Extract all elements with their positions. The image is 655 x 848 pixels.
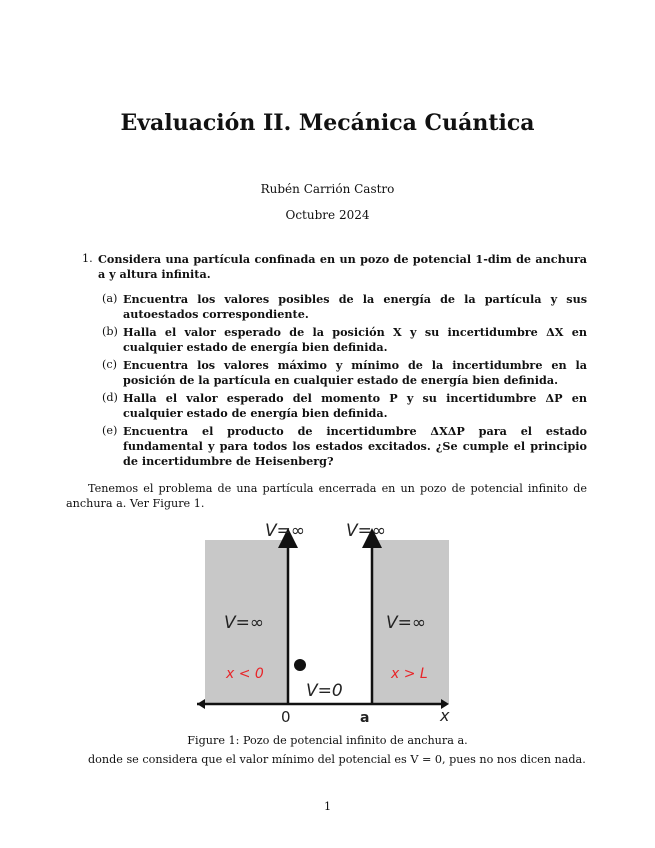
x-greater-l-label: x > L [391, 666, 428, 682]
date: Octubre 2024 [285, 208, 370, 222]
problem-part-b [102, 325, 587, 355]
part-text: Encuentra el producto de incertidumbre ΔXΔP para el estado fundamental y para todos los estados excitados. ¿Se cumple el principio de incertidumbre de Heisenberg? [123, 424, 587, 468]
x-axis-left-arrow-icon [197, 699, 205, 709]
part-text: Encuentra los valores máximo y mínimo de la incertidumbre en la posición de la partícula en cualquier estado de energía bien definida. [123, 358, 587, 387]
v-inf-top-right-label: V=∞ [346, 521, 387, 541]
problem-part-a [102, 292, 587, 322]
part-label: (d) [102, 391, 118, 404]
part-text: Halla el valor esperado del momento P y su incertidumbre ΔP en cualquier estado de energía bien definida. [123, 391, 587, 420]
v-inf-top-left-label: V=∞ [265, 521, 306, 541]
origin-label: 0 [281, 708, 291, 726]
part-label: (a) [102, 292, 118, 305]
paper-title: Evaluación II. Mecánica Cuántica [120, 110, 535, 136]
figure-caption: Figure 1: Pozo de potencial infinito de anchura a. [187, 734, 468, 747]
part-label: (c) [102, 358, 117, 371]
problem-part-e [102, 424, 587, 469]
part-label: (b) [102, 325, 118, 338]
author-name: Rubén Carrión Castro [260, 182, 395, 196]
problem-number: 1. [82, 252, 93, 265]
v-inf-left-label: V=∞ [224, 613, 265, 633]
problem-parts [102, 292, 587, 469]
particle-dot [294, 659, 306, 671]
part-text: Encuentra los valores posibles de la energía de la partícula y sus autoestados correspondiente. [123, 292, 587, 321]
x-less-zero-label: x < 0 [226, 666, 264, 682]
v-inf-right-label: V=∞ [386, 613, 427, 633]
v-zero-label: V=0 [306, 681, 343, 701]
potential-well-diagram [195, 516, 460, 728]
x-axis-label: x [440, 706, 450, 725]
problem-part-c [102, 358, 587, 388]
after-figure-paragraph: donde se considera que el valor mínimo del potencial es V = 0, pues no nos dicen nada. [88, 753, 586, 766]
problem-part-d [102, 391, 587, 421]
potential-well-figure [195, 516, 460, 728]
problem-1 [82, 252, 587, 472]
part-text: Halla el valor esperado de la posición X y su incertidumbre ΔX en cualquier estado de energía bien definida. [123, 325, 587, 354]
problem-statement: Considera una partícula confinada en un pozo de potencial 1-dim de anchura a y altura infinita. [98, 252, 587, 281]
page-number: 1 [323, 800, 332, 813]
a-tick-label: a [360, 710, 370, 726]
part-label: (e) [102, 424, 118, 437]
intro-paragraph: Tenemos el problema de una partícula encerrada en un pozo de potencial infinito de anchura a. Ver Figure 1. [66, 482, 587, 510]
